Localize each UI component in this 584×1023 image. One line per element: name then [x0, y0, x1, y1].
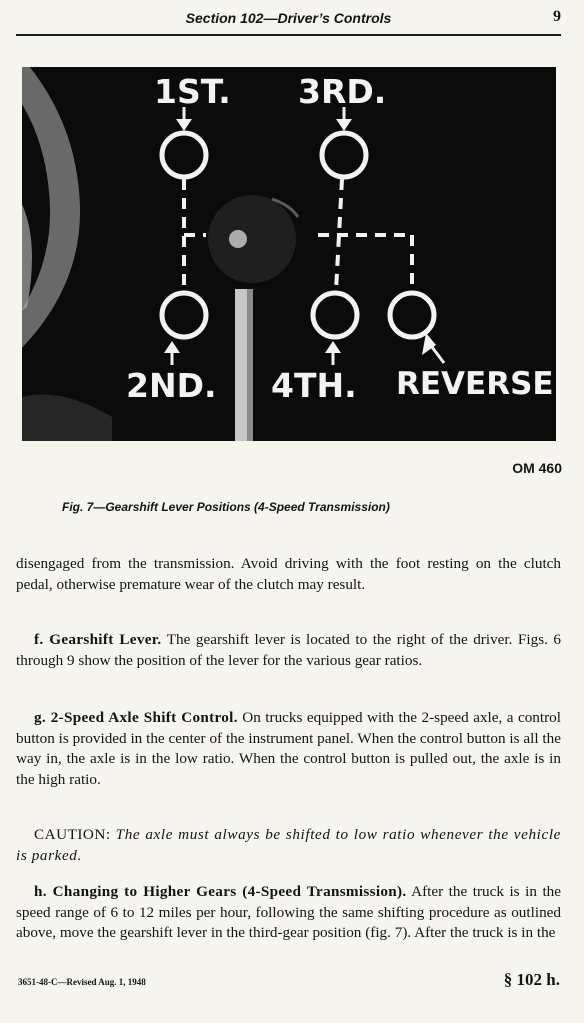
caution-text: The axle must always be shifted to low ratio whenever the vehicle is parked.: [16, 826, 561, 864]
section-title: Section 102—Driver’s Controls: [185, 10, 392, 26]
paragraph-gearshift-lever: [16, 630, 561, 671]
figure-caption: Fig. 7—Gearshift Lever Positions (4-Speed Transmission): [62, 500, 390, 514]
paragraph-clutch: [16, 554, 561, 595]
third-gear-circle: [322, 133, 366, 177]
gearshift-lever-text: The gearshift lever is located to the right of the driver. Figs. 6 through 9 show the position of the lever for the various gear ratios.: [16, 631, 562, 669]
page-header: [16, 8, 561, 36]
higher-gears-text: After the truck is in the speed range of 6 to 12 miles per hour, following the same shifting procedure as outlined above, move the gearshift lever in the third-gear position (fig. 7). After the truck is in the: [16, 883, 561, 941]
page-number: 9: [553, 8, 561, 25]
second-gear-label: 2ND.: [126, 366, 217, 405]
caution-note: [16, 825, 561, 866]
footer-revision: 3651-48-C—Revised Aug. 1, 1948: [18, 977, 146, 987]
first-gear-circle: [162, 133, 206, 177]
gearshift-diagram-photo: [22, 67, 556, 441]
steering-wheel-rim: [22, 67, 80, 367]
axle-shift-heading: g. 2-Speed Axle Shift Control.: [34, 709, 238, 726]
third-gear-label: 3RD.: [298, 72, 387, 111]
caution-label: CAUTION:: [34, 826, 111, 843]
gearshift-knob-shine: [229, 230, 247, 248]
third-arrow-head: [336, 119, 352, 131]
gearshift-lever-heading: f. Gearshift Lever.: [34, 631, 162, 648]
fourth-gear-label: 4TH.: [271, 366, 357, 405]
figure-reference-number: OM 460: [512, 460, 562, 476]
gearshift-lever-shadow: [247, 289, 253, 441]
second-gear-circle: [162, 293, 206, 337]
fourth-arrow-head: [325, 341, 341, 353]
reverse-arrow-stem: [432, 347, 444, 363]
higher-gears-heading: h. Changing to Higher Gears (4-Speed Transmission).: [34, 883, 407, 900]
reverse-gear-label: REVERSE: [396, 366, 554, 402]
paragraph-clutch-text: disengaged from the transmission. Avoid driving with the foot resting on the clutch pedal, otherwise premature wear of the clutch may result.: [16, 555, 561, 593]
first-arrow-head: [176, 119, 192, 131]
first-gear-label: 1ST.: [154, 72, 231, 111]
reverse-gear-circle: [390, 293, 434, 337]
paragraph-axle-shift: [16, 708, 561, 790]
dashboard-edge: [22, 395, 112, 442]
axle-shift-text: On trucks equipped with the 2-speed axle, a control button is provided in the center of the instrument panel. When the control button is all the way in, the axle is in the low ratio. When the control button is pulled out, the axle is in the high ratio.: [16, 709, 561, 788]
footer-section-reference: § 102 h.: [503, 970, 560, 989]
fourth-gear-circle: [313, 293, 357, 337]
paragraph-higher-gears: [16, 882, 561, 944]
second-arrow-head: [164, 341, 180, 353]
gearshift-knob: [208, 195, 296, 283]
